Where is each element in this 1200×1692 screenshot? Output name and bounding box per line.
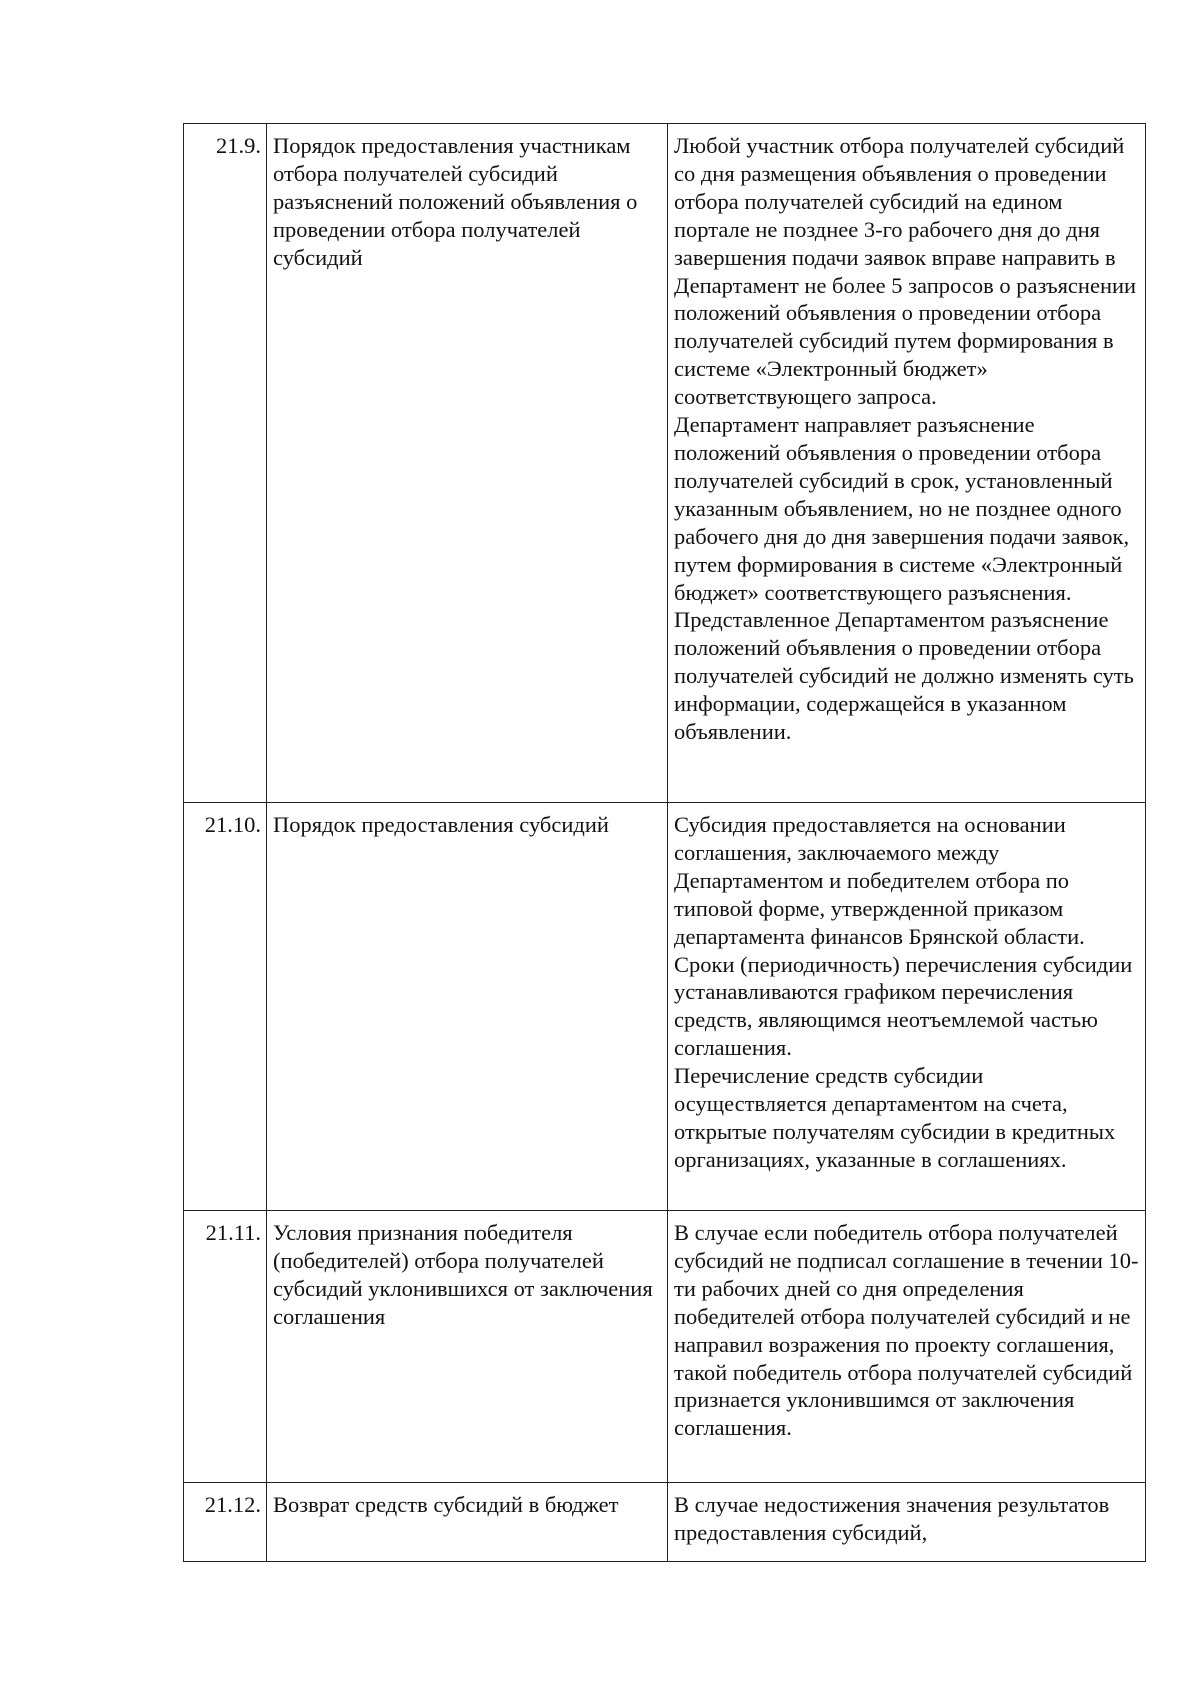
description-paragraph: В случае недостижения значения результатов предоставления субсидий, bbox=[674, 1492, 1110, 1545]
clause-number: 21.11. bbox=[184, 1211, 267, 1483]
table-row bbox=[184, 803, 1146, 1211]
clause-title: Возврат средств субсидий в бюджет bbox=[267, 1483, 668, 1562]
description-paragraph: Департамент направляет разъяснение положений объявления о проведении отбора получателей субсидий в срок, установленный указанным объявлением, но не позднее одного рабочего дня до дня завершения подачи заявок, путем формирования в системе «Электронный бюджет» соответствующего разъяснения. bbox=[674, 412, 1130, 605]
clause-number: 21.12. bbox=[184, 1483, 267, 1562]
clause-description bbox=[668, 124, 1146, 803]
table-row bbox=[184, 124, 1146, 803]
description-paragraph: Любой участник отбора получателей субсидий со дня размещения объявления о проведении отбора получателей субсидий на едином портале не позднее 3-го рабочего дня до дня завершения подачи заявок вправе направить в Департамент не более 5 запросов о разъяснении положений объявления о проведении отбора получателей субсидий путем формирования в системе «Электронный бюджет» соответствующего запроса. bbox=[674, 133, 1137, 410]
clause-title: Порядок предоставления субсидий bbox=[267, 803, 668, 1211]
table-row bbox=[184, 1483, 1146, 1562]
clause-description bbox=[668, 1483, 1146, 1562]
table-row bbox=[184, 1211, 1146, 1483]
regulation-table bbox=[183, 123, 1146, 1562]
clause-number: 21.10. bbox=[184, 803, 267, 1211]
description-paragraph: Сроки (периодичность) перечисления субсидии устанавливаются графиком перечисления средств, являющимся неотъемлемой частью соглашения. bbox=[674, 951, 1133, 1061]
clause-description bbox=[668, 803, 1146, 1211]
description-paragraph: В случае если победитель отбора получателей субсидий не подписал соглашение в течении 10-ти рабочих дней со дня определения победителей отбора получателей субсидий и не направил возражения по проекту соглашения, такой победитель отбора получателей субсидий признается уклонившимся от заключения соглашения. bbox=[674, 1220, 1139, 1441]
description-paragraph: Перечисление средств субсидии осуществляется департаментом на счета, открытые получателям субсидии в кредитных организациях, указанные в соглашениях. bbox=[674, 1063, 1116, 1172]
clause-number: 21.9. bbox=[184, 124, 267, 803]
description-paragraph: Субсидия предоставляется на основании соглашения, заключаемого между Департаментом и победителем отбора по типовой форме, утвержденной приказом департамента финансов Брянской области. bbox=[674, 812, 1085, 949]
clause-title: Условия признания победителя (победителей) отбора получателей субсидий уклонившихся от заключения соглашения bbox=[267, 1211, 668, 1483]
clause-description bbox=[668, 1211, 1146, 1483]
clause-title: Порядок предоставления участникам отбора получателей субсидий разъяснений положений объявления о проведении отбора получателей субсидий bbox=[267, 124, 668, 803]
description-paragraph: Представленное Департаментом разъяснение положений объявления о проведении отбора получателей субсидий не должно изменять суть информации, содержащейся в указанном объявлении. bbox=[674, 607, 1134, 745]
